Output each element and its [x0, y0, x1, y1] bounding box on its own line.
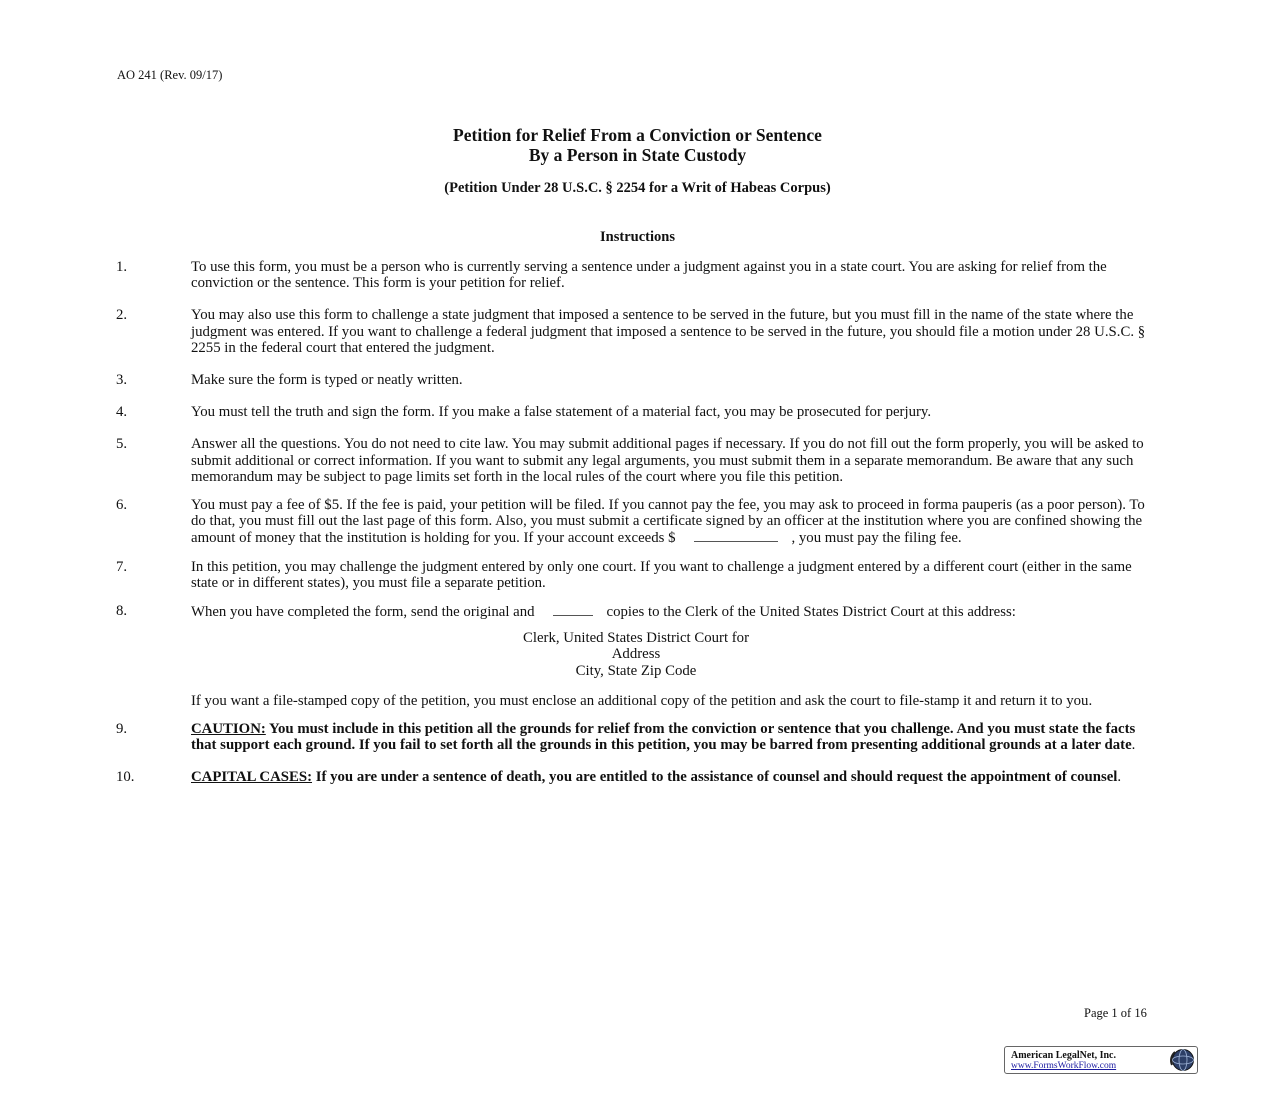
instructions-heading: Instructions [600, 229, 675, 245]
form-subtitle: (Petition Under 28 U.S.C. § 2254 for a Writ of Habeas Corpus) [444, 180, 831, 196]
instruction-item-8 [116, 603, 1161, 620]
instruction-item-1 [116, 259, 1161, 291]
instruction-item-7 [116, 559, 1161, 591]
instruction-item-10 [116, 769, 1161, 785]
item-text: You must include in this petition all the grounds for relief from the conviction or sentence that you challenge. And you must state the facts that support each ground. If you fail to set forth all the grounds in this petition, you may be barred from presenting additional grounds at a later date [191, 721, 1136, 754]
instruction-item-3 [116, 372, 1161, 388]
item-text: You must pay a fee of $5. If the fee is paid, your petition will be filed. If you cannot pay the fee, you may ask to proceed in forma pauperis (as a poor person). To do that, you must fill out the last page of this form. Also, you must submit a certificate signed by an officer at the institution where you are confined showing the amount of money that the institution is holding for you. If your account exceeds $ [191, 497, 1145, 547]
copies-count-blank[interactable] [553, 603, 593, 616]
address-line: City, State Zip Code [575, 662, 697, 679]
instruction-item-4 [116, 404, 1161, 420]
item-text-cont: copies to the Clerk of the United States District Court at this address: [606, 604, 1016, 621]
item-number: 6. [116, 497, 128, 514]
form-id: AO 241 (Rev. 09/17) [117, 68, 223, 82]
item-number: 2. [116, 307, 128, 324]
item-text: You may also use this form to challenge a state judgment that imposed a sentence to be served in the future, but you must fill in the name of the state where the judgment was entered. If you want to challenge a federal judgment that imposed a sentence to be served in the future, you should file a motion under 28 U.S.C. § 2255 in the federal court that entered the judgment. [191, 307, 1146, 356]
instructions-list [116, 259, 1161, 786]
item-text: You must tell the truth and sign the form. If you make a false statement of a material fact, you may be prosecuted for perjury. [191, 404, 932, 421]
item-text: Answer all the questions. You do not need to cite law. You may submit additional pages if necessary. If you do not fill out the form properly, you will be asked to submit additional or correct information. If you want to submit any legal arguments, you must submit them in a separate memorandum. Be aware that any such memorandum may be subject to page limits set forth in the local rules of the court where you file this petition. [191, 436, 1144, 485]
file-stamp-note: If you want a file-stamped copy of the petition, you must enclose an additional copy of the petition and ask the court to file-stamp it and return it to you. [191, 692, 1093, 709]
item-end: . [1131, 737, 1136, 754]
item-text: In this petition, you may challenge the judgment entered by only one court. If you want to challenge a judgment entered by a different court (either in the same state or in different states), you must file a separate petition. [191, 558, 1132, 591]
item-number: 9. [116, 721, 128, 738]
address-line: Address [611, 646, 661, 663]
item-number: 3. [116, 372, 128, 389]
item-text: To use this form, you must be a person who is currently serving a sentence under a judgment against you in a state court. You are asking for relief from the conviction or the sentence. This form is your petition for relief. [191, 259, 1107, 292]
instruction-item-6 [116, 497, 1161, 547]
item-number: 8. [116, 603, 128, 620]
address-line: Clerk, United States District Court for [522, 630, 750, 647]
logo-url-link[interactable]: www.FormsWorkFlow.com [1011, 1061, 1117, 1071]
logo-name: American LegalNet, Inc. [1011, 1050, 1116, 1061]
form-title-line2: By a Person in State Custody [528, 145, 747, 165]
instruction-item-2 [116, 307, 1161, 356]
caution-label: CAUTION: [191, 721, 266, 738]
item-number: 5. [116, 436, 128, 453]
capital-cases-label: CAPITAL CASES: [191, 769, 313, 786]
globe-icon [1169, 1048, 1195, 1072]
item-number: 4. [116, 404, 128, 421]
page-number: Page 1 of 16 [1084, 1006, 1147, 1020]
item-end: . [1117, 769, 1122, 786]
instruction-item-5 [116, 436, 1161, 485]
clerk-address [116, 630, 1081, 679]
fee-amount-blank[interactable] [694, 529, 778, 542]
item-number: 10. [116, 769, 135, 786]
item-number: 7. [116, 558, 128, 575]
publisher-logo[interactable] [1004, 1046, 1198, 1074]
item-text: Make sure the form is typed or neatly written. [191, 372, 463, 389]
item-text: When you have completed the form, send the original and [191, 604, 535, 621]
item-text: If you are under a sentence of death, you are entitled to the assistance of counsel and should request the appointment of counsel [312, 769, 1118, 786]
item-number: 1. [116, 259, 128, 275]
item-text-cont: , you must pay the filing fee. [791, 530, 962, 547]
instruction-item-9 [116, 721, 1161, 753]
form-title-line1: Petition for Relief From a Conviction or Sentence [453, 125, 822, 145]
